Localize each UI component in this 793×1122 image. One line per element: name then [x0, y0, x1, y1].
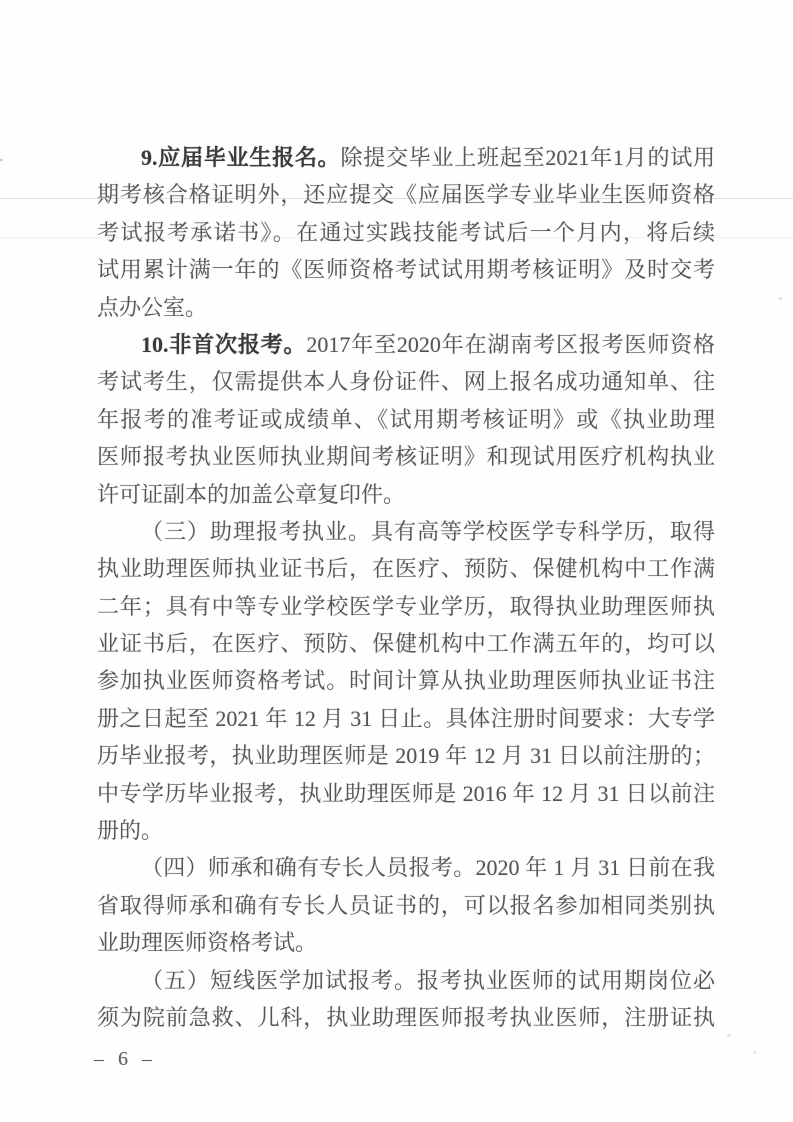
p3-line-8: 中专学历毕业报考，执业助理医师是 2016 年 12 月 31 日以前注: [97, 780, 715, 806]
p9-line-1-text: 除提交毕业上班起至2021年1月的试用: [340, 145, 715, 170]
p9-lead: 9.应届毕业生报名。: [141, 145, 341, 170]
p5-line-2: 须为院前急救、儿科，执业助理医师报考执业医师，注册证执: [97, 1004, 715, 1030]
p3-line-9: 册的。: [97, 818, 164, 844]
p4-line-1: （四）师承和确有专长人员报考。2020 年 1 月 31 日前在我: [141, 855, 715, 881]
p9-line-5: 点办公室。: [97, 294, 208, 320]
scan-artifact-speck: [0, 159, 3, 161]
p10-line-4: 医师报考执业医师执业期间考核证明》和现试用医疗机构执业: [97, 444, 715, 470]
p9-line-1: [97, 139, 715, 176]
p10-line-5: 许可证副本的加盖公章复印件。: [97, 481, 406, 507]
p9-line-4: 试用累计满一年的《医师资格考试试用期考核证明》及时交考: [97, 257, 715, 283]
scan-artifact-speck: [779, 297, 782, 300]
scan-artifact-speck: [727, 1034, 731, 1037]
p3-line-5: 参加执业医师资格考试。时间计算从执业助理医师执业证书注: [97, 668, 715, 694]
p9-line-2: 期考核合格证明外，还应提交《应届医学专业毕业生医师资格: [97, 182, 715, 208]
p3-line-7: 历毕业报考，执业助理医师是 2019 年 12 月 31 日以前注册的；: [97, 743, 715, 769]
p10-line-1: [97, 326, 715, 363]
scan-artifact-speck: [753, 1051, 756, 1054]
p9-line-3: 考试报考承诺书》。在通过实践技能考试后一个月内，将后续: [97, 219, 715, 245]
p4-line-2: 省取得师承和确有专长人员证书的，可以报名参加相同类别执: [97, 892, 715, 918]
p5-line-1: （五）短线医学加试报考。报考执业医师的试用期岗位必: [141, 967, 715, 993]
text-block: [97, 139, 715, 1036]
p3-line-6: 册之日起至 2021 年 12 月 31 日止。具体注册时间要求：大专学: [97, 705, 715, 731]
p4-line-3: 业助理医师资格考试。: [97, 930, 318, 956]
p3-line-1: （三）助理报考执业。具有高等学校医学专科学历，取得: [141, 518, 715, 544]
p10-line-3: 年报考的准考证或成绩单、《试用期考核证明》或《执业助理: [97, 406, 715, 432]
p10-line-2: 考试考生，仅需提供本人身份证件、网上报名成功通知单、往: [97, 369, 715, 395]
p10-lead: 10.非首次报考。: [141, 331, 307, 357]
p3-line-3: 二年；具有中等专业学校医学专业学历，取得执业助理医师执: [97, 593, 715, 619]
p10-line-1-text: 2017年至2020年在湖南考区报考医师资格: [306, 331, 715, 357]
p3-line-2: 执业助理医师执业证书后，在医疗、预防、保健机构中工作满: [97, 556, 715, 582]
footer-page-number: – 6 –: [94, 1048, 153, 1070]
p3-line-4: 业证书后，在医疗、预防、保健机构中工作满五年的，均可以: [97, 631, 715, 657]
